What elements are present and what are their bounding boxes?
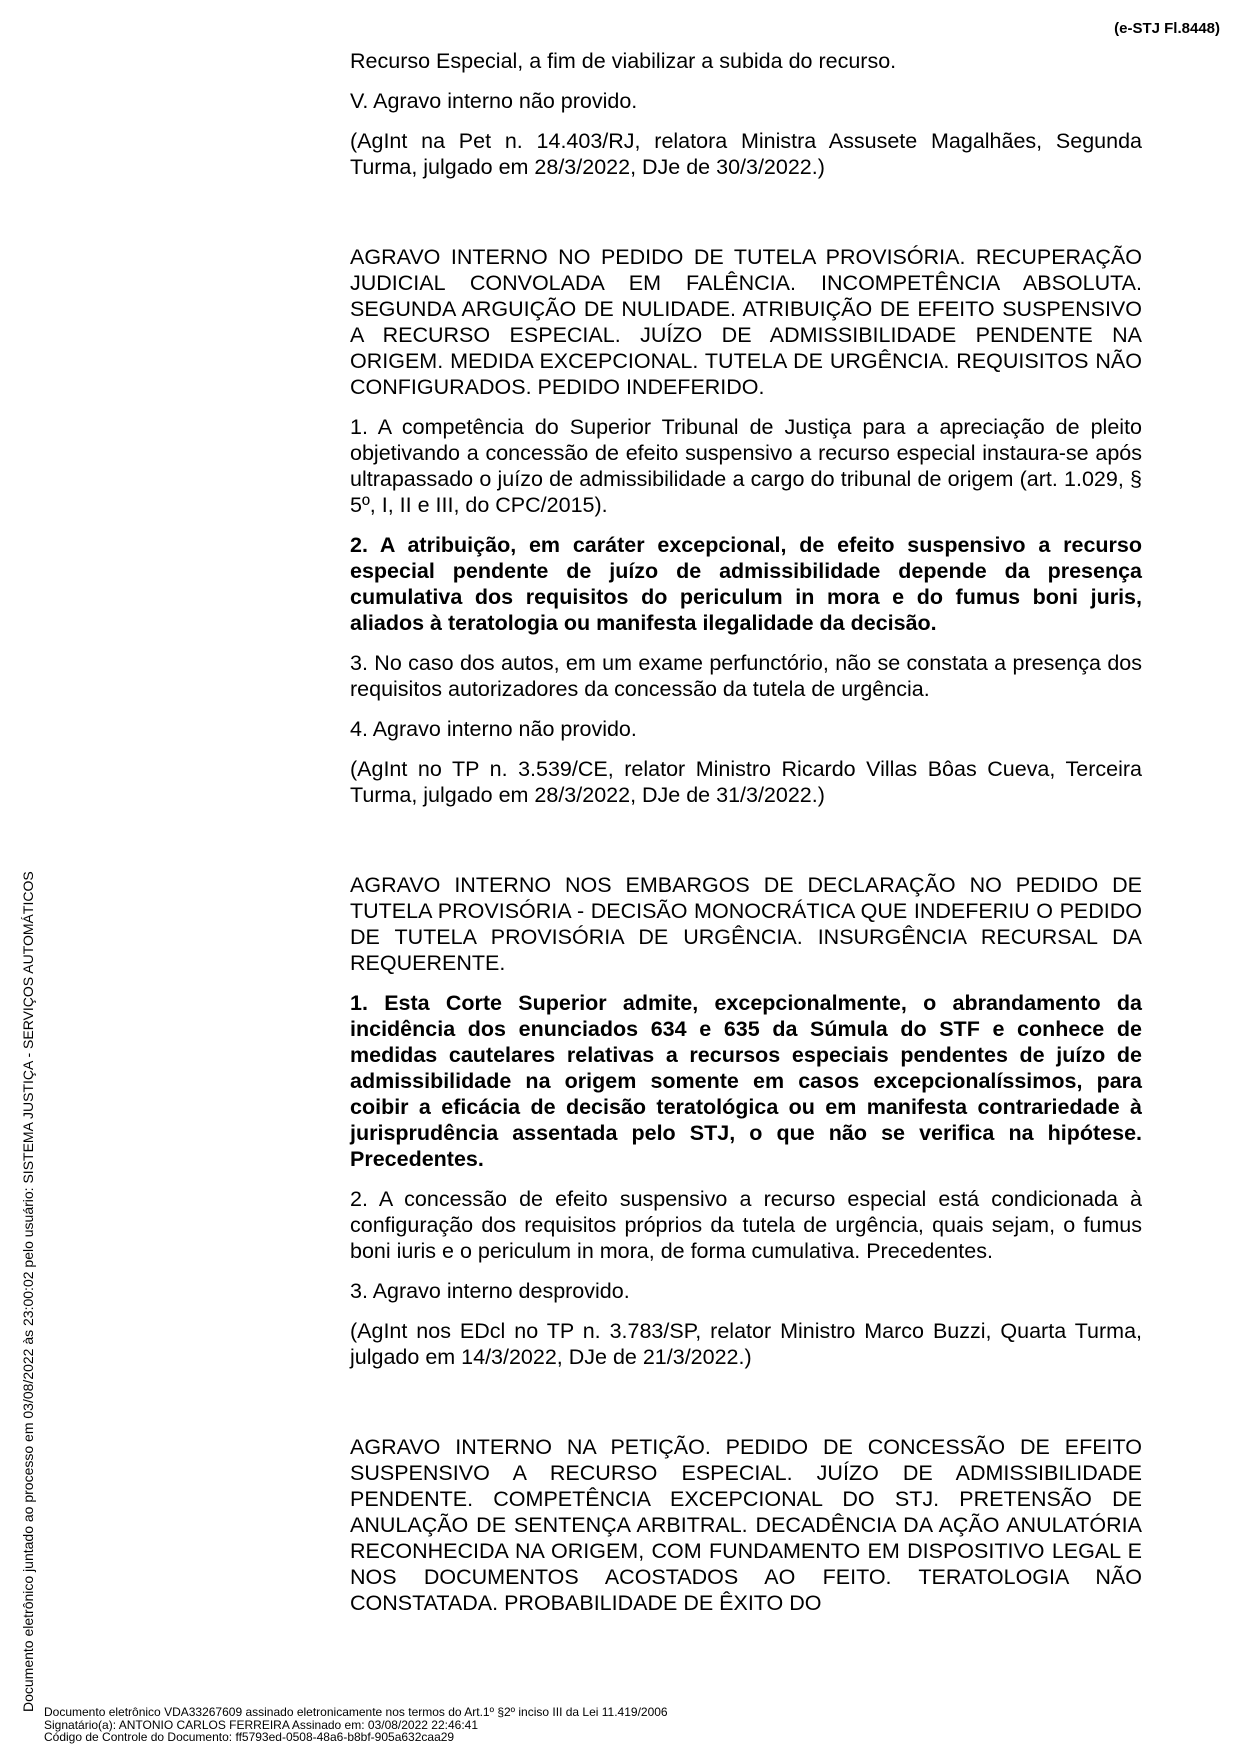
paragraph: Recurso Especial, a fim de viabilizar a subida do recurso. — [350, 49, 897, 73]
footer-line: Signatário(a): ANTONIO CARLOS FERREIRA Assinado em: 03/08/2022 22:46:41 — [44, 1717, 478, 1732]
citation: (AgInt na Pet n. 14.403/RJ, relatora Ministra Assusete Magalhães, Segunda Turma, julgado em 28/3/2022, DJe de 30/3/2022.) — [350, 129, 1142, 179]
footer-line: Código de Controle do Documento: ff5793ed-0508-48a6-b8bf-905a632caa29 — [44, 1730, 455, 1744]
ementa-heading: AGRAVO INTERNO NOS EMBARGOS DE DECLARAÇÃO NO PEDIDO DE TUTELA PROVISÓRIA - DECISÃO MONOCRÁTICA QUE INDEFERIU O PEDIDO DE TUTELA PROVISÓRIA DE URGÊNCIA. INSURGÊNCIA RECURSAL DA REQUERENTE. — [350, 873, 1142, 975]
ementa-heading: AGRAVO INTERNO NO PEDIDO DE TUTELA PROVISÓRIA. RECUPERAÇÃO JUDICIAL CONVOLADA EM FALÊNCIA. INCOMPETÊNCIA ABSOLUTA. SEGUNDA ARGUIÇÃO DE NULIDADE. ATRIBUIÇÃO DE EFEITO SUSPENSIVO A RECURSO ESPECIAL. JUÍZO DE ADMISSIBILIDADE PENDENTE NA ORIGEM. MEDIDA EXCEPCIONAL. TUTELA DE URGÊNCIA. REQUISITOS NÃO CONFIGURADOS. PEDIDO INDEFERIDO. — [350, 245, 1142, 399]
page-stamp: (e-STJ Fl.8448) — [1114, 20, 1220, 37]
footer-line: Documento eletrônico VDA33267609 assinado eletronicamente nos termos do Art.1º §2º inciso III da Lei 11.419/2006 — [44, 1705, 668, 1719]
paragraph-bold: 1. Esta Corte Superior admite, excepcionalmente, o abrandamento da incidência dos enunciados 634 e 635 da Súmula do STF e conhece de medidas cautelares relativas a recursos especiais pendentes de juízo de admissibilidade na origem somente em casos excepcionalíssimos, para coibir a eficácia de decisão teratológica ou em manifesta contrariedade à jurisprudência assentada pelo STJ, o que não se verifica na hipótese. Precedentes. — [350, 991, 1142, 1171]
paragraph: V. Agravo interno não provido. — [350, 89, 638, 113]
paragraph-bold: 2. A atribuição, em caráter excepcional, de efeito suspensivo a recurso especial pendente de juízo de admissibilidade depende da presença cumulativa dos requisitos do periculum in mora e do fumus boni juris, aliados à teratologia ou manifesta ilegalidade da decisão. — [350, 533, 1142, 635]
paragraph: 2. A concessão de efeito suspensivo a recurso especial está condicionada à configuração dos requisitos próprios da tutela de urgência, quais sejam, o fumus boni iuris e o periculum in mora, de forma cumulativa. Precedentes. — [350, 1187, 1142, 1263]
paragraph: 3. Agravo interno desprovido. — [350, 1279, 630, 1303]
paragraph: 3. No caso dos autos, em um exame perfunctório, não se constata a presença dos requisitos autorizadores da concessão da tutela de urgência. — [350, 651, 1142, 701]
citation: (AgInt no TP n. 3.539/CE, relator Ministro Ricardo Villas Bôas Cueva, Terceira Turma, julgado em 28/3/2022, DJe de 31/3/2022.) — [350, 757, 1142, 807]
paragraph: 4. Agravo interno não provido. — [350, 717, 637, 741]
document-body — [350, 48, 1142, 1616]
side-note: Documento eletrônico juntado ao processo em 03/08/2022 às 23:00:02 pelo usuário: SISTEMA JUSTIÇA - SERVIÇOS AUTOMÁTICOS — [20, 871, 36, 1712]
citation: (AgInt nos EDcl no TP n. 3.783/SP, relator Ministro Marco Buzzi, Quarta Turma, julgado em 14/3/2022, DJe de 21/3/2022.) — [350, 1319, 1142, 1369]
paragraph: 1. A competência do Superior Tribunal de Justiça para a apreciação de pleito objetivando a concessão de efeito suspensivo a recurso especial instaura-se após ultrapassado o juízo de admissibilidade a cargo do tribunal de origem (art. 1.029, § 5º, I, II e III, do CPC/2015). — [350, 415, 1142, 517]
ementa-heading: AGRAVO INTERNO NA PETIÇÃO. PEDIDO DE CONCESSÃO DE EFEITO SUSPENSIVO A RECURSO ESPECIAL. JUÍZO DE ADMISSIBILIDADE PENDENTE. COMPETÊNCIA EXCEPCIONAL DO STJ. PRETENSÃO DE ANULAÇÃO DE SENTENÇA ARBITRAL. DECADÊNCIA DA AÇÃO ANULATÓRIA RECONHECIDA NA ORIGEM, COM FUNDAMENTO EM DISPOSITIVO LEGAL E NOS DOCUMENTOS ACOSTADOS AO FEITO. TERATOLOGIA NÃO CONSTATADA. PROBABILIDADE DE ÊXITO DO — [350, 1435, 1142, 1615]
signature-footer — [44, 1706, 668, 1744]
